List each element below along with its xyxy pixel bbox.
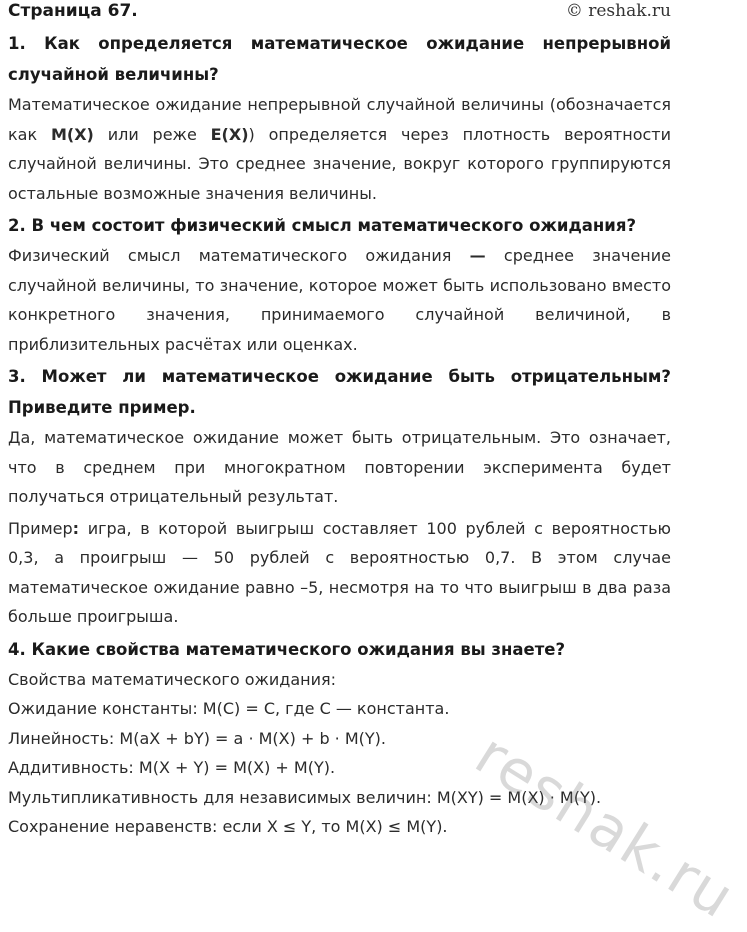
question-3: 3. Может ли математическое ожидание быть отрицательным? Приведите пример. [8, 367, 671, 417]
answer-2-dash: — [469, 246, 486, 265]
properties-intro: Свойства математического ожидания: [8, 669, 337, 689]
watermark-logo: reshak.ru [463, 720, 747, 932]
answer-1-text-c: ) определяется через плотность вероятности случайной величины. Это среднее значение, вокруг которого группируются остальные возможные значения величины. [8, 124, 671, 203]
example-text: игра, в которой выигрыш составляет 100 рублей с вероятностью 0,3, а проигрыш — 50 рублей с вероятностью 0,7. В этом случае математическое ожидание равно –5, несмотря на то что выигрыш в два раза больше проигрыша. [8, 518, 671, 626]
notation-mx: M(X) [50, 124, 94, 144]
property-constant: Ожидание константы: M(C) = C, где C — константа. [8, 699, 450, 718]
example-3 [4, 514, 675, 632]
question-1: 1. Как определяется математическое ожидание непрерывной случайной величины? [8, 34, 671, 84]
copyright-text: © reshak.ru [565, 1, 671, 21]
property-additivity: Аддитивность: M(X + Y) = M(X) + M(Y). [8, 758, 336, 777]
example-label: Пример [8, 518, 73, 538]
notation-ex: E(X) [210, 124, 249, 144]
answer-1 [4, 90, 675, 208]
property-inequality: Сохранение неравенств: если X ≤ Y, то M(X) ≤ M(Y). [8, 817, 448, 836]
page-title: Страница 67. [8, 1, 138, 21]
answer-2-text-a: Физический смысл математического ожидания [8, 246, 470, 265]
question-4: 4. Какие свойства математического ожидания вы знаете? [8, 639, 566, 659]
page-header [4, 0, 675, 26]
example-colon: : [72, 518, 80, 538]
answer-1-text-b: или реже [93, 124, 211, 144]
answer-3: Да, математическое ожидание может быть отрицательным. Это означает, что в среднем при многократном повторении эксперимента будет получаться отрицательный результат. [8, 428, 671, 506]
property-linearity: Линейность: M(aX + bY) = a · M(X) + b · M(Y). [8, 728, 386, 748]
answer-2-text-b: среднее значение случайной величины, то значение, которое может быть использовано вместо конкретного значения, принимаемого случайной величиной, в приблизительных расчётах или оценках. [8, 246, 671, 354]
answer-1-text-a: Математическое ожидание непрерывной случайной величины (обозначается как [8, 95, 671, 144]
answer-2 [4, 241, 675, 359]
property-multiplicativity: Мультипликативность для независимых величин: M(XY) = M(X) · M(Y). [8, 787, 602, 807]
question-2: 2. В чем состоит физический смысл математического ожидания? [8, 216, 637, 235]
